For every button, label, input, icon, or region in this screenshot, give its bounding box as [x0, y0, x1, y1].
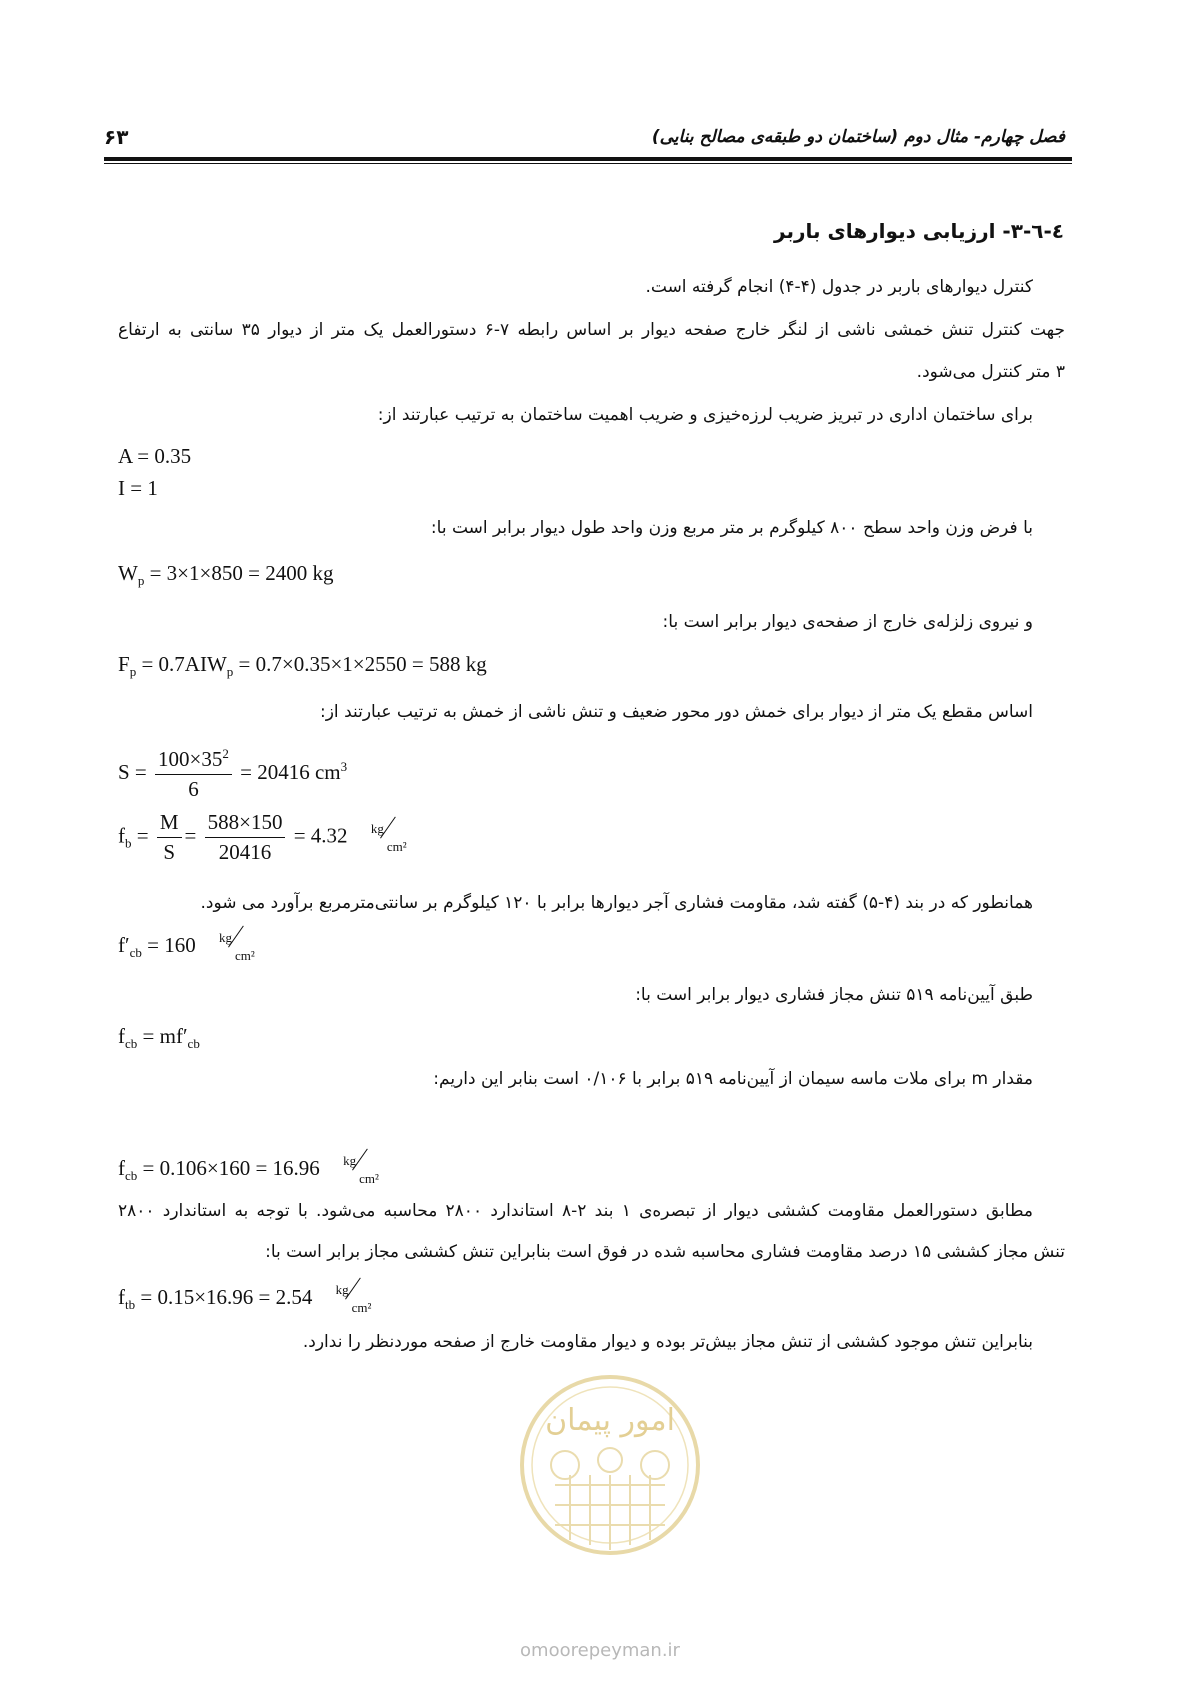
wp-symbol: W — [118, 561, 138, 585]
unit-kg-per-cm2: kg cm² — [215, 932, 263, 962]
fp-subscript-2: p — [226, 664, 234, 680]
fp-symbol: F — [118, 652, 130, 676]
fb-symbol: f — [118, 823, 125, 848]
equation-fcb-prime: $f'_{cb} = 160$ kg cm² — [118, 932, 263, 962]
logo-text: امور پیمان — [545, 1403, 675, 1438]
paragraph-7: همانطور که در بند (۴-۵) گفته شد، مقاومت فشاری آجر دیوارها برابر با ۱۲۰ کیلوگرم بر سانتی‌مترمربع برآورد می شود. — [200, 893, 1033, 913]
fp-middle: = 0.7AIW — [136, 652, 227, 676]
paragraph-9: مقدار m برای ملات ماسه سیمان از آیین‌نامه ۵۱۹ برابر با ۰/۱۰۶ است بنابر این داریم: — [433, 1069, 1033, 1089]
wp-expression: = 3×1×850 = 2400 kg — [144, 561, 334, 585]
fb-fraction-values: $\frac{588\times 150}{20416}$ — [205, 810, 286, 865]
s-result: = 20416 cm — [240, 759, 341, 784]
chapter-title: فصل چهارم- مثال دوم (ساختمان دو طبقه‌ی مصالح بنایی) — [651, 127, 1065, 147]
page-number: ۶۳ — [104, 125, 129, 149]
paragraph-8: طبق آیین‌نامه ۵۱۹ تنش مجاز فشاری دیوار برابر است با: — [635, 985, 1033, 1005]
s-fraction — [155, 746, 232, 802]
website-watermark: omoorepeyman.ir — [520, 1640, 680, 1661]
fb-fraction-ms: $\frac{M}{S}$ — [157, 810, 182, 865]
unit-kg-per-cm2: kg cm² — [339, 1155, 387, 1185]
header-rule-thin — [104, 163, 1072, 164]
paragraph-2-line-2: ۳ متر کنترل می‌شود. — [916, 362, 1065, 382]
paragraph-1: کنترل دیوارهای باربر در جدول (۴-۴) انجام گرفته است. — [645, 277, 1033, 297]
fp-subscript: p — [129, 664, 137, 680]
wp-subscript: p — [137, 573, 145, 589]
s-symbol: S = — [118, 759, 147, 784]
paragraph-5: و نیروی زلزله‌ی خارج از صفحه‌ی دیوار برابر است با: — [662, 612, 1033, 632]
equation-fcb-value: $f_{cb} = 0.106\times 160 = 16.96$ kg cm² — [118, 1155, 387, 1185]
equation-section-modulus — [118, 746, 347, 802]
paragraph-10-line-2: تنش مجاز کششی ۱۵ درصد مقاومت فشاری محاسبه شده در فوق است بنابراین تنش کششی مجاز برابر است با: — [265, 1242, 1065, 1262]
equation-i: I = 1 — [118, 476, 158, 500]
paragraph-11: بنابراین تنش موجود کششی از تنش مجاز بیش‌تر بوده و دیوار مقاومت خارج از صفحه موردنظر را ندارد. — [302, 1332, 1033, 1352]
paragraph-10-line-1: مطابق دستورالعمل مقاومت کششی دیوار از تبصره‌ی ۱ بند ۲-۸ استاندارد ۲۸۰۰ محاسبه می‌شود. با توجه به استاندارد ۲۸۰۰ — [118, 1201, 1034, 1221]
equation-wp — [118, 561, 333, 589]
equation-fp — [118, 652, 487, 680]
equation-ftb: $f_{tb} = 0.15\times 16.96 = 2.54$ kg cm² — [118, 1284, 380, 1314]
unit-kg-per-cm2: kg cm² — [367, 823, 415, 853]
paragraph-6: اساس مقطع یک متر از دیوار برای خمش دور محور ضعیف و تنش ناشی از خمش به ترتیب عبارتند از: — [320, 702, 1033, 722]
fb-subscript: b — [125, 835, 132, 851]
paragraph-4: با فرض وزن واحد سطح ۸۰۰ کیلوگرم بر متر مربع وزن واحد طول دیوار برابر است با: — [430, 518, 1033, 538]
s-result-exponent: 3 — [340, 758, 348, 774]
s-denominator: 6 — [188, 777, 199, 801]
fb-result: = 4.32 — [293, 823, 348, 848]
equation-a: A = 0.35 — [118, 444, 192, 468]
equation-fcb: $f_{cb} = mf'_{cb}$ — [118, 1024, 200, 1052]
paragraph-2-line-1: جهت کنترل تنش خمشی ناشی از لنگر خارج صفحه دیوار بر اساس رابطه ۷-۶ دستورالعمل یک متر از دیوار ۳۵ سانتی به ارتفاع — [118, 320, 1065, 340]
header-rule-thick — [104, 157, 1072, 161]
fp-expression: = 0.7×0.35×1×2550 = 588 kg — [233, 652, 487, 676]
publisher-logo — [515, 1355, 705, 1585]
s-numerator: $100\times 35^2$ — [155, 746, 232, 775]
section-heading: ٤-٦-٣- ارزیابی دیوارهای باربر — [774, 219, 1064, 243]
paragraph-3: برای ساختمان اداری در تبریز ضریب لرزه‌خیزی و ضریب اهمیت ساختمان به ترتیب عبارتند از: — [377, 405, 1033, 425]
equation-bending-stress: $f_b$ = $\frac{M}{S}$ = $\frac{588\times 150}{20416}$ = 4.32 kg cm² — [118, 810, 415, 865]
unit-kg-per-cm2: kg cm² — [332, 1284, 380, 1314]
